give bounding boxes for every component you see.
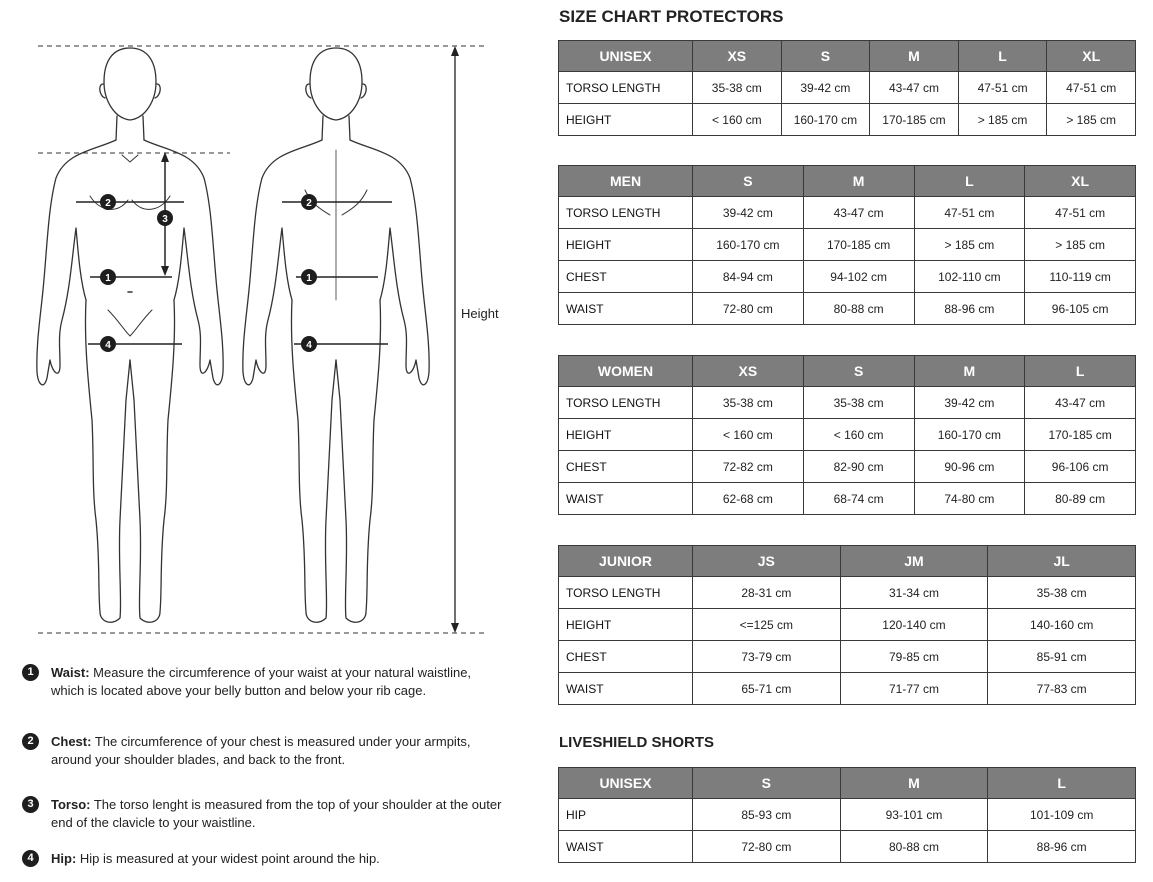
table-header-row [559,166,1136,197]
measurement-value: 35-38 cm [803,387,914,419]
measurement-label: TORSO LENGTH [559,72,693,104]
measurement-label: HIP [559,799,693,831]
size-column-header: S [693,166,804,197]
measurement-value: 62-68 cm [693,483,804,515]
table-row [559,197,1136,229]
measurement-value: 96-105 cm [1025,293,1136,325]
measurement-label: CHEST [559,261,693,293]
table-group-header: JUNIOR [559,546,693,577]
measurement-value: 94-102 cm [803,261,914,293]
legend-torso [22,796,502,832]
legend-chest [22,733,502,769]
measurement-value: 140-160 cm [988,609,1136,641]
size-column-header: JS [693,546,841,577]
table-row [559,261,1136,293]
measurement-value: 160-170 cm [914,419,1025,451]
size-column-header: S [803,356,914,387]
table-row [559,104,1136,136]
measurement-value: 80-88 cm [803,293,914,325]
marker-2-front-label: 2 [105,198,111,209]
legend-hip [22,850,502,868]
measurement-value: 35-38 cm [693,72,782,104]
measurement-value: 170-185 cm [870,104,959,136]
measurement-value: 96-106 cm [1025,451,1136,483]
measurement-value: 79-85 cm [840,641,988,673]
measurement-value: 43-47 cm [803,197,914,229]
men-size-table [558,165,1136,325]
shorts-size-table [558,767,1136,863]
size-column-header: L [914,166,1025,197]
table-header-row [559,41,1136,72]
size-chart-title: SIZE CHART PROTECTORS [559,7,784,26]
measurement-value: 84-94 cm [693,261,804,293]
table-group-header: MEN [559,166,693,197]
measurement-value: 43-47 cm [870,72,959,104]
measurement-value: 39-42 cm [693,197,804,229]
size-column-header: S [693,768,841,799]
measurement-label: WAIST [559,831,693,863]
measurement-value: < 160 cm [693,419,804,451]
table-group-header: UNISEX [559,768,693,799]
measurement-label: TORSO LENGTH [559,197,693,229]
measurement-value: > 185 cm [1047,104,1136,136]
table-row [559,419,1136,451]
size-column-header: M [840,768,988,799]
size-column-header: S [781,41,870,72]
measurement-value: > 185 cm [1025,229,1136,261]
legend-term-waist: Waist: [51,665,90,680]
measurement-value: 85-91 cm [988,641,1136,673]
measurement-value: 28-31 cm [693,577,841,609]
legend-number-4: 4 [22,850,39,867]
measurement-value: 72-82 cm [693,451,804,483]
measurement-label: HEIGHT [559,104,693,136]
size-column-header: L [958,41,1047,72]
measurement-value: 72-80 cm [693,293,804,325]
size-column-header: XS [693,356,804,387]
measurement-value: 39-42 cm [914,387,1025,419]
legend-text-torso: The torso lenght is measured from the top of your shoulder at the outer end of the clavicle to your waistline. [51,797,502,830]
measurement-label: WAIST [559,293,693,325]
table-row [559,641,1136,673]
size-column-header: L [1025,356,1136,387]
table-row [559,387,1136,419]
legend-text-hip: Hip is measured at your widest point around the hip. [76,851,380,866]
marker-4-back-label: 4 [306,340,312,351]
measurement-value: 102-110 cm [914,261,1025,293]
table-row [559,229,1136,261]
table-row [559,799,1136,831]
measurement-value: 160-170 cm [781,104,870,136]
measurement-label: HEIGHT [559,609,693,641]
measurement-value: 170-185 cm [803,229,914,261]
legend-number-3: 3 [22,796,39,813]
unisex-size-table [558,40,1136,136]
junior-size-table [558,545,1136,705]
legend-term-torso: Torso: [51,797,91,812]
measurement-label: WAIST [559,483,693,515]
marker-3-front-label: 3 [162,214,168,225]
measurement-value: 80-89 cm [1025,483,1136,515]
height-label: Height [461,306,499,321]
shorts-title: LIVESHIELD SHORTS [559,734,715,751]
measurement-value: 74-80 cm [914,483,1025,515]
measurement-value: 160-170 cm [693,229,804,261]
measurement-value: 47-51 cm [958,72,1047,104]
measurement-value: 82-90 cm [803,451,914,483]
measurement-value: 88-96 cm [988,831,1136,863]
measurement-value: 72-80 cm [693,831,841,863]
measurement-value: > 185 cm [914,229,1025,261]
measurement-label: TORSO LENGTH [559,387,693,419]
table-header-row [559,768,1136,799]
size-column-header: M [870,41,959,72]
measurement-value: 47-51 cm [1047,72,1136,104]
marker-2-back-label: 2 [306,198,312,209]
measurement-label: HEIGHT [559,419,693,451]
size-column-header: M [803,166,914,197]
size-column-header: JM [840,546,988,577]
measurement-label: CHEST [559,641,693,673]
size-column-header: JL [988,546,1136,577]
table-row [559,577,1136,609]
measurement-value: 47-51 cm [1025,197,1136,229]
size-column-header: XL [1025,166,1136,197]
measurement-value: 68-74 cm [803,483,914,515]
measurement-value: 110-119 cm [1025,261,1136,293]
table-row [559,673,1136,705]
measurement-value: 35-38 cm [693,387,804,419]
marker-1-back-label: 1 [306,273,312,284]
body-outline-drawing [0,0,520,650]
measurement-value: 80-88 cm [840,831,988,863]
measurement-value: 90-96 cm [914,451,1025,483]
marker-4-front-label: 4 [105,340,111,351]
table-row [559,483,1136,515]
legend-number-1: 1 [22,664,39,681]
measurement-value: 93-101 cm [840,799,988,831]
legend-waist [22,664,502,700]
size-column-header: XS [693,41,782,72]
size-column-header: M [914,356,1025,387]
size-column-header: XL [1047,41,1136,72]
table-group-header: WOMEN [559,356,693,387]
measurement-value: 47-51 cm [914,197,1025,229]
measurement-value: 73-79 cm [693,641,841,673]
measurement-value: > 185 cm [958,104,1047,136]
table-row [559,293,1136,325]
measurement-value: 85-93 cm [693,799,841,831]
measurement-value: 120-140 cm [840,609,988,641]
measurement-value: 65-71 cm [693,673,841,705]
measurement-value: 71-77 cm [840,673,988,705]
table-header-row [559,546,1136,577]
measurement-label: TORSO LENGTH [559,577,693,609]
measurement-value: 77-83 cm [988,673,1136,705]
table-row [559,609,1136,641]
legend-term-chest: Chest: [51,734,92,749]
table-row [559,72,1136,104]
measurement-value: 170-185 cm [1025,419,1136,451]
legend-text-chest: The circumference of your chest is measured under your armpits, around your shoulder blades, and back to the front. [51,734,471,767]
measurement-value: < 160 cm [803,419,914,451]
measurement-value: 101-109 cm [988,799,1136,831]
measurement-value: < 160 cm [693,104,782,136]
table-row [559,451,1136,483]
measurement-label: HEIGHT [559,229,693,261]
marker-1-front-label: 1 [105,273,111,284]
table-group-header: UNISEX [559,41,693,72]
table-header-row [559,356,1136,387]
measurement-value: 88-96 cm [914,293,1025,325]
size-column-header: L [988,768,1136,799]
table-row [559,831,1136,863]
measurement-value: 43-47 cm [1025,387,1136,419]
women-size-table [558,355,1136,515]
measurement-label: WAIST [559,673,693,705]
body-measurement-figure [0,0,520,650]
legend-term-hip: Hip: [51,851,77,866]
measurement-value: 31-34 cm [840,577,988,609]
legend-text-waist: Measure the circumference of your waist at your natural waistline, which is located above your belly button and below your rib cage. [51,665,472,698]
measurement-value: 39-42 cm [781,72,870,104]
measurement-label: CHEST [559,451,693,483]
measurement-value: <=125 cm [693,609,841,641]
measurement-value: 35-38 cm [988,577,1136,609]
legend-number-2: 2 [22,733,39,750]
